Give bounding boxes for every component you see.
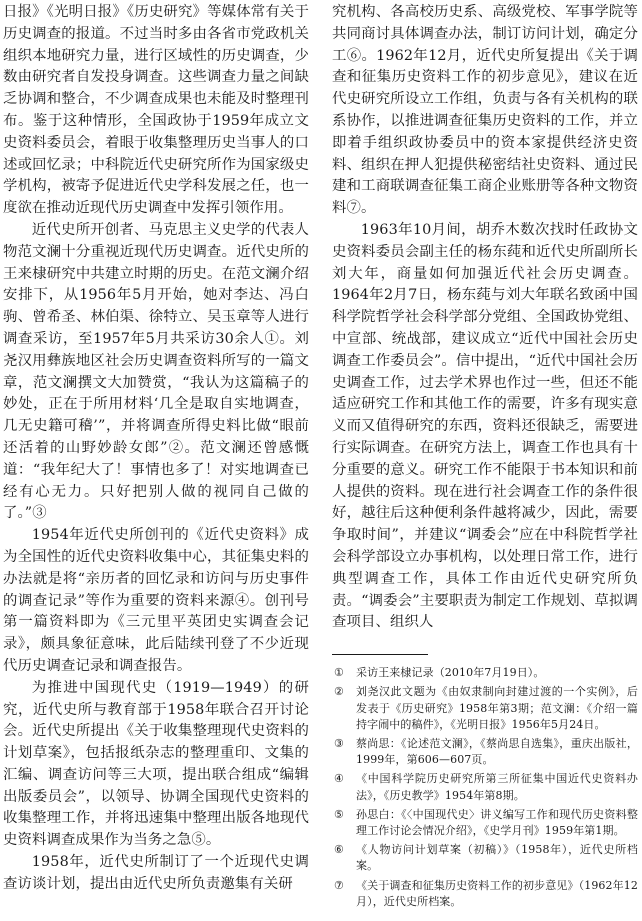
left-column xyxy=(3,2,309,896)
footnote xyxy=(332,665,638,681)
paragraph: 1954年近代史所创刊的《近代史资料》成为全国性的近代史资料收集中心，其征集史料的办法就是将“亲历者的回忆录和访问与历史事件的调查记录”等作为重要的资料来源④。创刊号第一篇资料即为《三元里平英团史实调查会记录》，颇具象征意味，此后陆续刊登了不少近现代历史调查记录和调查报告。 xyxy=(3,527,309,674)
footnote-text: 《中国科学院历史研究所第三所征集中国近代史资料办法》，《历史教学》1954年第8期。 xyxy=(356,772,638,802)
footnote xyxy=(332,878,638,910)
paragraph: 1958年，近代史所制订了一个近现代史调查访谈计划，提出由近代史所负责邀集有关研 xyxy=(3,854,309,892)
footnote-mark: ④ xyxy=(334,772,344,786)
footnote-text: 采访王来棣记录（2010年7月19日）。 xyxy=(356,666,545,680)
footnote-text: 孙思白：《〈中国现代史〉讲义编写工作和现代历史资料整理工作讨论会情况介绍》，《史学月刊》1959年第1期。 xyxy=(356,807,638,837)
footnote-text: 刘尧汉此文题为《由奴隶制向封建过渡的一个实例》，后发表于《历史研究》1958年第3期；范文澜：《介绍一篇持字闹中的稿件》，《光明日报》1956年5月24日。 xyxy=(356,685,638,731)
footnote xyxy=(332,736,638,768)
paragraph: 究机构、各高校历史系、高级党校、军事学院等共同商讨具体调查办法，制订访问计划，确定分工⑥。1962年12月，近代史所复提出《关于调查和征集历史资料工作的初步意见》，建议在近代史研究所设立工作组，负责与各有关机构的联系协作，以推进调查征集历史资料的工作，并立即着手组织政协委员中的资本家提供经济史资料、组织在押人犯提供秘密结社史资料、通过民建和工商联调查征集工商企业账册等各种文物资料⑦。 xyxy=(332,4,638,217)
footnote-text: 《关于调查和征集历史资料工作的初步意见》（1962年12月），近代史所档案。 xyxy=(356,878,638,908)
footnote xyxy=(332,807,638,839)
paragraph: 为推进中国现代史（1919—1949）的研究，近代史所与教育部于1958年联合召开讨论会。近代史所提出《关于收集整理现代史资料的计划草案》，包括报纸杂志的整理重印、文集的汇编、调查访问等三大项，提出联合组成“编辑出版委员会”，以领导、协调全国现代史资料的收集整理工作，并将迅速集中整理出版各地现代史资料调查成果作为当务之急⑤。 xyxy=(3,679,309,849)
footnote-mark: ③ xyxy=(334,736,344,750)
footnote-mark: ⑤ xyxy=(334,807,344,821)
paragraph: 近代史所开创者、马克思主义史学的代表人物范文澜十分重视近现代历史调查。近代史所的王来棣研究中共建立时期的历史。在范文澜介绍安排下，从1956年5月开始，她对李达、冯白驹、曾希圣、林伯渠、徐特立、吴玉章等人进行调查采访，至1957年5月共采访30余人①。刘尧汉用彝族地区社会历史调查资料所写的一篇文章，范文澜撰文大加赞赏，“我认为这篇稿子的妙处，正在于所用材料‘几全是取自实地调查，几无史籍可稽’”，并将调查所得史料比做“眼前还活着的山野妙龄女郎”②。范文澜还曾感慨道：“我年纪大了！事情也多了！对实地调查已经有心无力。只好把别人做的视同自己做的了。”③ xyxy=(3,221,309,522)
right-column xyxy=(332,2,638,913)
footnote xyxy=(332,842,638,874)
footnote-text: 《人物访问计划草案（初稿）》（1958年），近代史所档案。 xyxy=(356,843,638,873)
footnote-text: 蔡尚思：《论述范文澜》，《蔡尚思自选集》，重庆出版社，1999年，第606—607页。 xyxy=(356,736,638,767)
footnote-mark: ① xyxy=(334,666,344,680)
footnote-mark: ⑥ xyxy=(334,843,344,857)
paragraph: 1963年10月间，胡乔木数次找时任政协文史资料委员会副主任的杨东莼和近代史所副所长刘大年，商量如何加强近代社会历史调查。1964年2月7日，杨东莼与刘大年联名致函中国科学院哲学社会科学部分党组、全国政协党组、中宣部、统战部，建议成立“近代中国社会历史调查工作委员会”。信中提出，“近代中国社会历史调查工作，过去学术界也作过一些，但还不能适应研究工作和其他工作的需要，许多有现实意义而又值得研究的东西，资料还很缺乏，需要进行实际调查。在研究方法上，调查工作也具有十分重要的意义。研究工作不能限于书本知识和前人提供的资料。现在进行社会调查工作的条件很好，越往后这种便利条件越将减少，因此，需要争取时间”，并建议“调委会”应在中科院哲学社会科学部设立办事机构，以处理日常工作，进行典型调查工作，具体工作由近代史研究所负责。“调委会”主要职责为制定工作规划、草拟调查项目、组织人 xyxy=(332,221,638,631)
paragraph: 日报》《光明日报》《历史研究》等媒体常有关于历史调查的报道。不过当时多由各省市党政机关组织本地研究力量，进行区域性的历史调查，少数由研究者自发投身调查。这些调查力量之间缺乏协调和整合，不少调查成果也未能及时整理刊布。鉴于这种情形，全国政协于1959年成立文史资料委员会，着眼于收集整理历史当事人的口述或回忆录；中科院近代史研究所作为国家级史学机构，被寄予促进近代史学科发展之任，也一度欲在推动近现代历史调查中发挥引领作用。 xyxy=(3,4,309,217)
footnotes xyxy=(332,665,638,910)
footnote xyxy=(332,684,638,733)
footnote-mark: ② xyxy=(334,685,344,699)
footnote xyxy=(332,771,638,803)
footnote-mark: ⑦ xyxy=(334,878,344,892)
footnote-divider xyxy=(332,654,428,655)
